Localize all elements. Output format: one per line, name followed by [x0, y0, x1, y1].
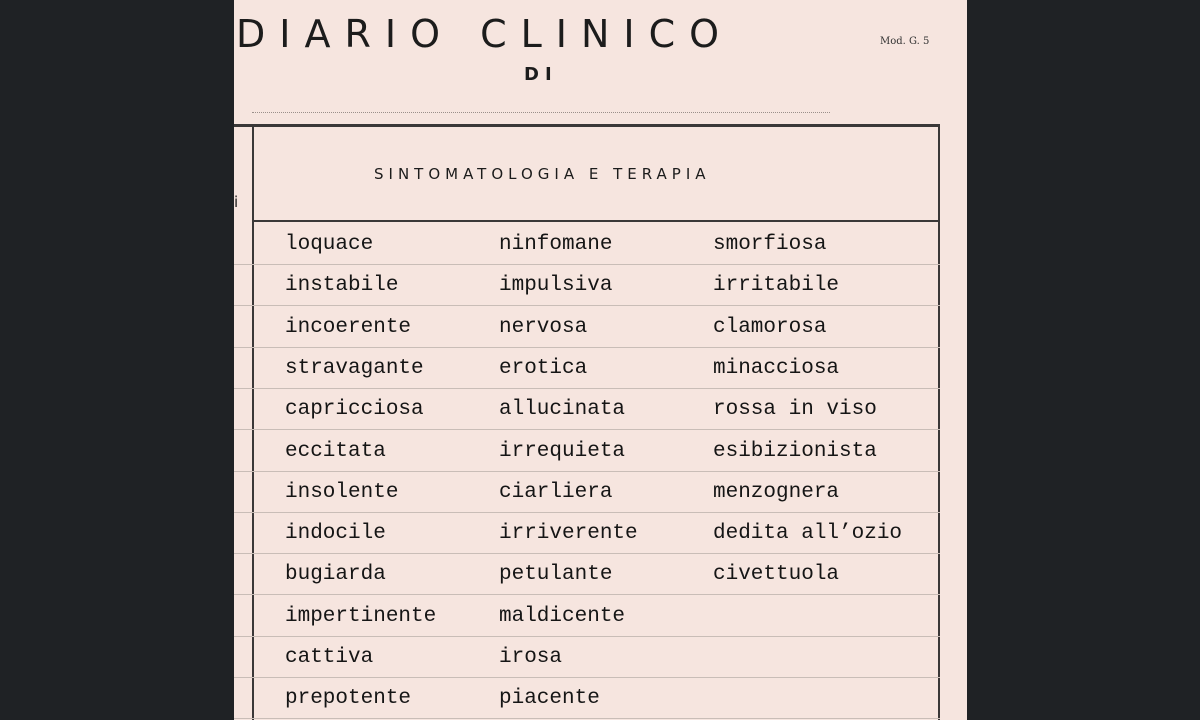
symptom-entry: instabile: [285, 274, 399, 297]
symptom-entry: ninfomane: [499, 233, 613, 256]
table-row-line: [234, 305, 940, 306]
symptom-entry: piacente: [499, 687, 600, 710]
table-row-line: [234, 677, 940, 678]
symptom-entry: menzognera: [713, 481, 840, 504]
symptom-entry: petulante: [499, 563, 613, 586]
form-title: DIARIO CLINICO: [236, 12, 734, 56]
table-row-line: [234, 512, 940, 513]
form-subtitle: DI: [524, 64, 558, 85]
symptom-entry: irosa: [499, 646, 563, 669]
patient-name-line: [252, 112, 830, 113]
symptom-entry: irritabile: [713, 274, 840, 297]
model-code: Mod. G. 5: [880, 36, 930, 47]
symptom-entry: stravagante: [285, 357, 424, 380]
symptom-entry: nervosa: [499, 316, 588, 339]
symptom-entry: maldicente: [499, 605, 626, 628]
symptom-entry: prepotente: [285, 687, 412, 710]
table-row-line: [234, 388, 940, 389]
symptom-entry: indocile: [285, 522, 386, 545]
table-row-line: [234, 429, 940, 430]
symptom-entry: impertinente: [285, 605, 437, 628]
table-row-line: [234, 718, 940, 719]
symptom-entry: irrequieta: [499, 440, 626, 463]
symptom-entry: cattiva: [285, 646, 374, 669]
table-row-line: [234, 553, 940, 554]
symptom-entry: capricciosa: [285, 398, 424, 421]
symptom-entry: allucinata: [499, 398, 626, 421]
symptom-entry: erotica: [499, 357, 588, 380]
symptom-entry: esibizionista: [713, 440, 877, 463]
symptom-entry: impulsiva: [499, 274, 613, 297]
symptom-entry: clamorosa: [713, 316, 827, 339]
left-column-border: [252, 127, 254, 720]
symptom-entry: eccitata: [285, 440, 386, 463]
symptom-entry: rossa in viso: [713, 398, 877, 421]
left-column-header-fragment: i: [234, 193, 239, 211]
symptom-entry: loquace: [285, 233, 374, 256]
table-row-line: [234, 347, 940, 348]
table-row-line: [234, 264, 940, 265]
symptom-entry: minacciosa: [713, 357, 840, 380]
table-top-rule: [234, 124, 940, 127]
table-row-line: [234, 594, 940, 595]
right-column-border: [938, 127, 940, 720]
header-bottom-rule: [252, 220, 940, 222]
symptom-entry: dedita all’ozio: [713, 522, 903, 545]
symptom-entry: smorfiosa: [713, 233, 827, 256]
section-header: SINTOMATOLOGIA E TERAPIA: [374, 165, 711, 183]
symptom-entry: irriverente: [499, 522, 638, 545]
symptom-entry: insolente: [285, 481, 399, 504]
table-row-line: [234, 636, 940, 637]
clinical-form-sheet: [234, 0, 967, 720]
table-row-line: [234, 471, 940, 472]
symptom-entry: ciarliera: [499, 481, 613, 504]
symptom-entry: civettuola: [713, 563, 840, 586]
symptom-entry: bugiarda: [285, 563, 386, 586]
symptom-entry: incoerente: [285, 316, 412, 339]
